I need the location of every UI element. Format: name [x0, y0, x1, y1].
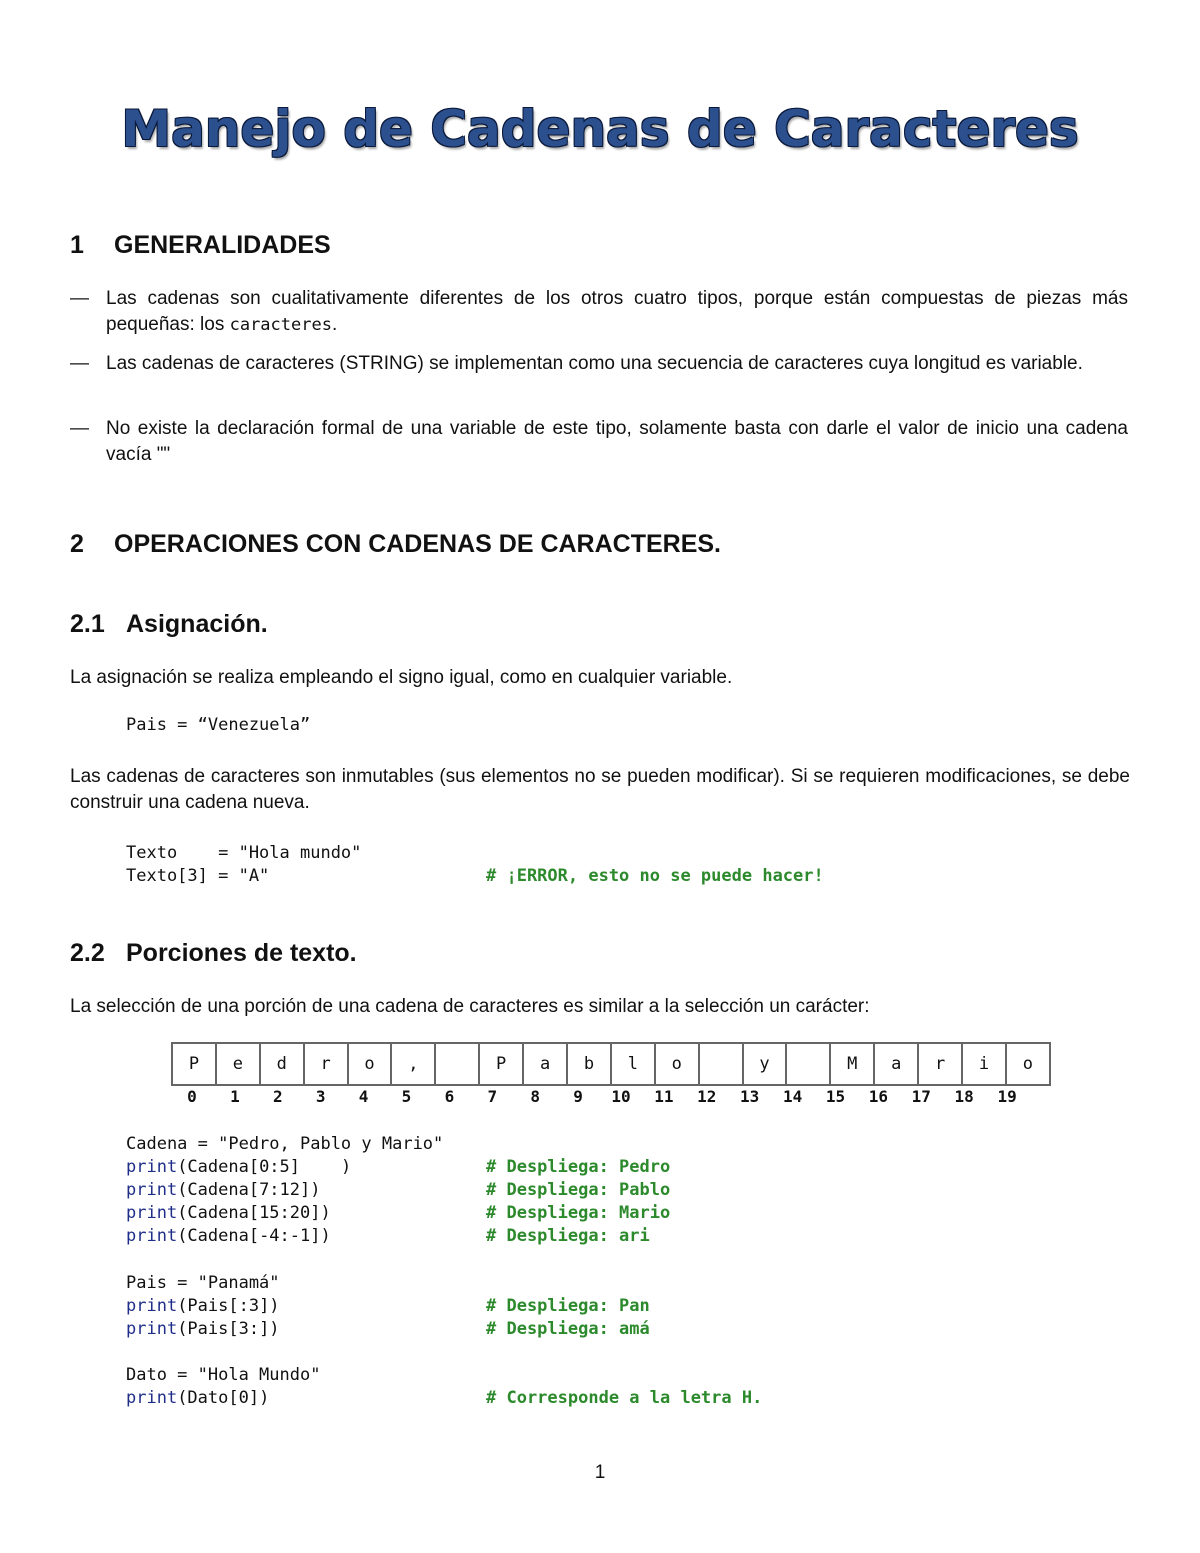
char-cell: i: [962, 1043, 1006, 1085]
index-label: 18: [954, 1087, 974, 1106]
code-text: Pais = "Panamá": [126, 1273, 280, 1293]
char-cell: r: [918, 1043, 962, 1085]
section-1-heading: [70, 231, 331, 260]
code-line: [126, 1202, 331, 1225]
char-cell: P: [172, 1043, 216, 1085]
section-2-1-heading: [70, 610, 268, 639]
index-label: 4: [358, 1087, 369, 1106]
code-keyword: print: [126, 1157, 178, 1177]
char-cell: l: [611, 1043, 655, 1085]
section-2-1-number: 2.1: [70, 610, 105, 638]
code-line: Pais = “Venezuela”: [126, 715, 311, 735]
bullet-text: [106, 286, 1128, 338]
index-label: 3: [315, 1087, 326, 1106]
code-line: [126, 1179, 320, 1202]
bullet-text-part: Las cadenas son cualitativamente diferentes de los otros cuatro tipos, porque están compuestas de piezas más pequeñas: los: [106, 288, 1128, 335]
section-2-2-number: 2.2: [70, 939, 105, 967]
index-label: 12: [697, 1087, 717, 1106]
code-comment: # ¡ERROR, esto no se puede hacer!: [486, 866, 824, 886]
bullet-dash: —: [70, 288, 89, 309]
code-line: Texto = "Hola mundo": [126, 843, 362, 863]
code-line: [126, 1272, 280, 1295]
index-label: 10: [611, 1087, 631, 1106]
index-label: 9: [573, 1087, 583, 1106]
index-label: 1: [230, 1087, 240, 1106]
index-label: 11: [654, 1087, 674, 1106]
bullet-dash: —: [70, 418, 89, 439]
index-label: 8: [530, 1087, 540, 1106]
index-label: 17: [911, 1087, 931, 1106]
index-label: 6: [444, 1087, 455, 1106]
index-label: 5: [401, 1087, 412, 1106]
char-cell: o: [1006, 1043, 1050, 1085]
code-keyword: print: [126, 1180, 178, 1200]
code-keyword: print: [126, 1388, 178, 1408]
section-1-title: GENERALIDADES: [114, 231, 331, 259]
code-line: [126, 1133, 443, 1156]
index-label: 2: [272, 1087, 283, 1106]
code-text: (Pais[:3]): [177, 1296, 280, 1316]
code-comment: # Despliega: ari: [486, 1226, 650, 1246]
character-table: [171, 1042, 1051, 1086]
bullet-item: [70, 286, 1130, 340]
page-number: 1: [594, 1462, 606, 1483]
code-keyword: print: [126, 1319, 178, 1339]
char-cell: b: [567, 1043, 611, 1085]
char-cell: r: [304, 1043, 348, 1085]
section-2-heading: [70, 530, 721, 559]
index-label: 7: [487, 1087, 498, 1106]
code-comment: # Despliega: amá: [486, 1319, 650, 1339]
code-text: (Cadena[15:20]): [177, 1203, 331, 1223]
char-cell: M: [830, 1043, 874, 1085]
char-cell: o: [655, 1043, 699, 1085]
code-text: (Dato[0]): [177, 1388, 270, 1408]
section-2-number: 2: [70, 530, 84, 558]
code-line: [126, 1156, 351, 1179]
code-line: [126, 1295, 280, 1318]
section-1-number: 1: [70, 231, 84, 259]
section-2-1-title: Asignación.: [126, 610, 268, 638]
section-2-title: OPERACIONES CON CADENAS DE CARACTERES.: [114, 530, 722, 558]
code-text: (Cadena[7:12]): [177, 1180, 321, 1200]
char-cell: ,: [391, 1043, 435, 1085]
code-text: Cadena = "Pedro, Pablo y Mario": [126, 1134, 444, 1154]
index-label: 15: [825, 1087, 846, 1106]
code-comment: # Corresponde a la letra H.: [486, 1388, 763, 1408]
code-line: [126, 1387, 269, 1410]
char-cell: a: [523, 1043, 567, 1085]
char-cell: [699, 1043, 743, 1085]
code-comment: # Despliega: Pedro: [486, 1157, 671, 1177]
paragraph: La asignación se realiza empleando el signo igual, como en cualquier variable.: [70, 667, 733, 688]
index-label: 16: [868, 1087, 889, 1106]
char-cell: [786, 1043, 830, 1085]
paragraph: La selección de una porción de una cadena de caracteres es similar a la selección un carácter:: [70, 996, 870, 1017]
index-label: 13: [740, 1087, 760, 1106]
bullet-text: No existe la declaración formal de una variable de este tipo, solamente basta con darle el valor de inicio una cadena vacía "": [106, 418, 1128, 465]
document-title: Manejo de Cadenas de Caracteres: [121, 100, 1079, 158]
char-cell: d: [260, 1043, 304, 1085]
bullet-dash: —: [70, 353, 89, 374]
code-text: (Cadena[-4:-1]): [177, 1226, 331, 1246]
char-cell: o: [348, 1043, 392, 1085]
code-text: Dato = "Hola Mundo": [126, 1365, 321, 1385]
index-label: 19: [997, 1087, 1017, 1106]
code-keyword: print: [126, 1296, 178, 1316]
code-comment: # Despliega: Pablo: [486, 1180, 671, 1200]
code-keyword: print: [126, 1226, 178, 1246]
char-cell: [435, 1043, 479, 1085]
code-text: (Pais[3:]): [177, 1319, 280, 1339]
code-line: [126, 1318, 280, 1341]
section-2-2-title: Porciones de texto.: [126, 939, 357, 967]
code-keyword: print: [126, 1203, 178, 1223]
inline-code: caracteres: [229, 315, 332, 335]
char-cell: a: [874, 1043, 918, 1085]
code-comment: # Despliega: Pan: [486, 1296, 650, 1316]
index-label: 0: [187, 1087, 197, 1106]
char-cell: y: [743, 1043, 787, 1085]
char-cell: e: [216, 1043, 260, 1085]
bullet-item: [70, 351, 1130, 405]
char-cell: P: [479, 1043, 523, 1085]
character-row: [172, 1043, 1050, 1085]
code-line: [126, 1364, 320, 1387]
paragraph: Las cadenas de caracteres son inmutables (sus elementos no se pueden modificar). Si se requieren modificaciones, se debe construir una cadena nueva.: [70, 766, 1130, 813]
bullet-item: [70, 416, 1130, 470]
index-label: 14: [782, 1087, 803, 1106]
code-line: Texto[3] = "A": [126, 866, 270, 886]
code-line: [126, 1225, 331, 1248]
bullet-text: Las cadenas de caracteres (STRING) se implementan como una secuencia de caracteres cuya longitud es variable.: [106, 353, 1083, 374]
section-2-2-heading: [70, 939, 357, 968]
code-comment: # Despliega: Mario: [486, 1203, 671, 1223]
code-text: (Cadena[0:5] ): [177, 1157, 352, 1177]
bullet-text-end: .: [331, 314, 338, 335]
